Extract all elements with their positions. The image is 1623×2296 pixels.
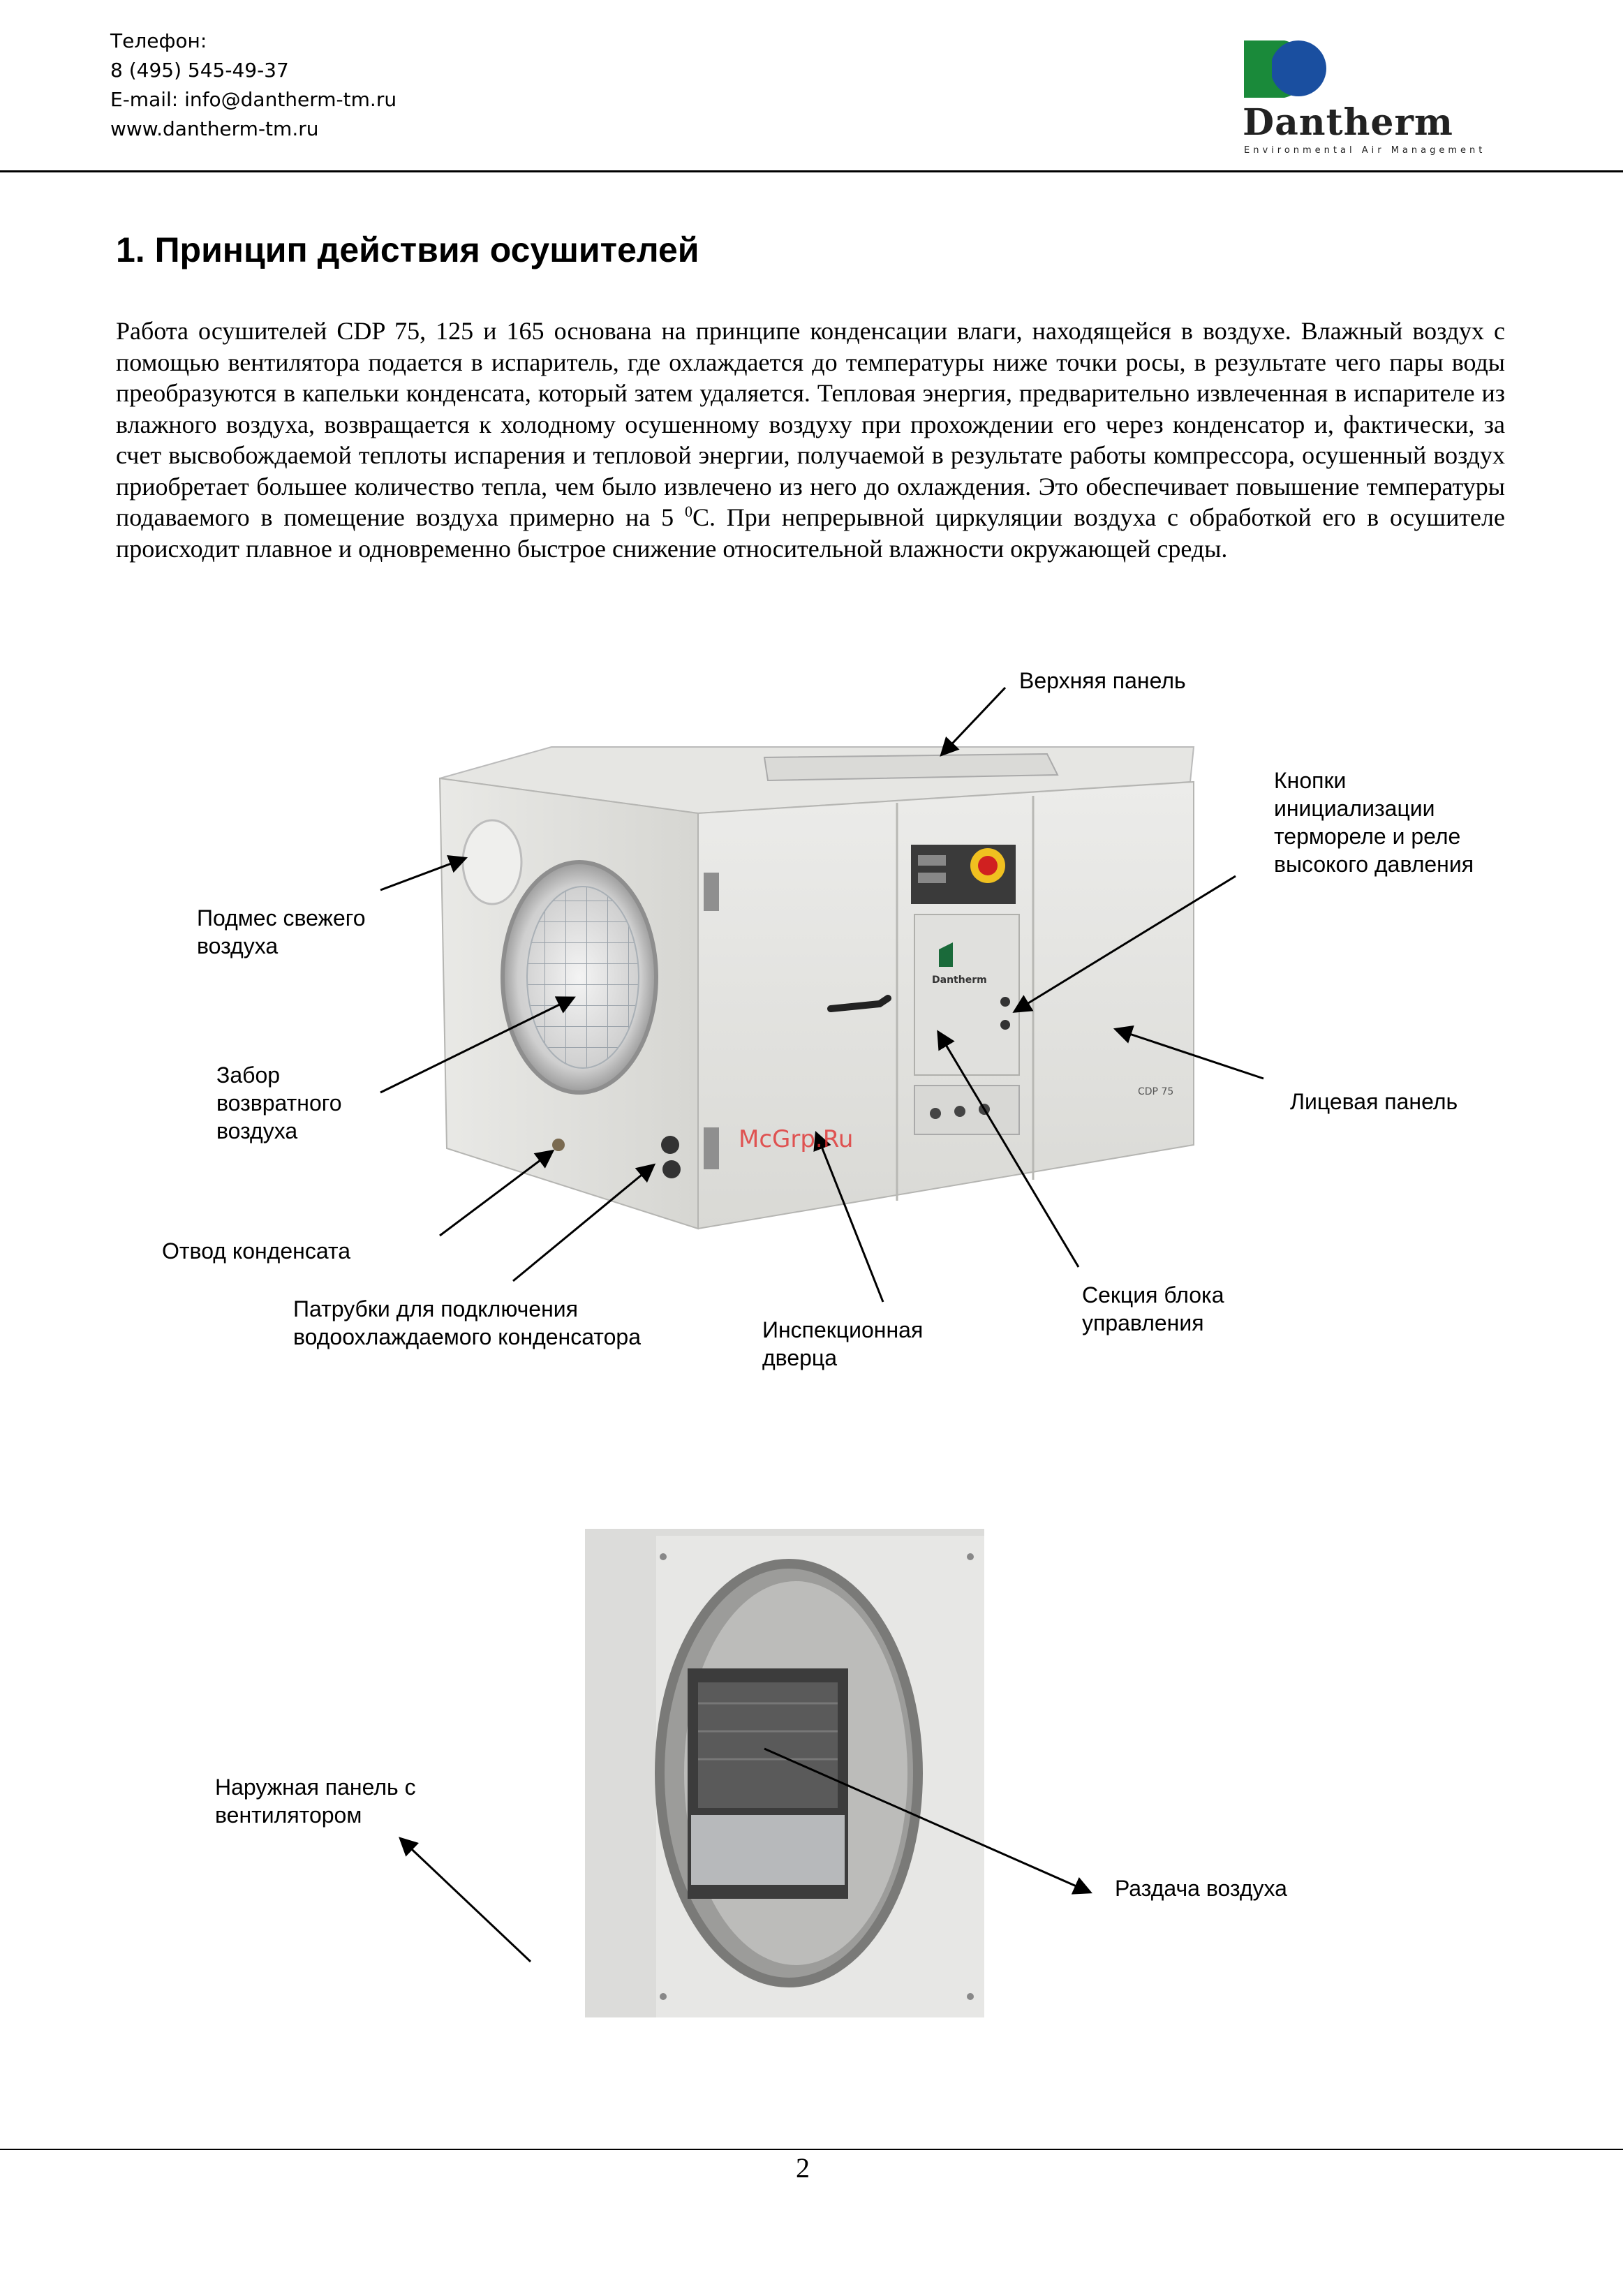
unit-model-label: CDP 75	[1138, 1086, 1174, 1097]
label-reset-buttons: Кнопки инициализации термореле и реле высокого давления	[1274, 768, 1474, 877]
paragraph-text-2: С. При непрерывной циркуляции воздуха с обработкой его в осушителе происходит плавное и одновременно быстрое снижение относительной влажности окружающей среды.	[116, 503, 1505, 563]
footer-rule	[0, 2149, 1623, 2150]
fresh-air-cap	[463, 820, 521, 904]
page-number: 2	[796, 2152, 810, 2184]
label-water-pipes: Патрубки для подключения водоохлаждаемого конденсатора	[293, 1296, 641, 1349]
water-pipe-stub	[661, 1136, 679, 1154]
logo-tagline: Environmental Air Management	[1244, 145, 1486, 156]
phone-number: 8 (495) 545-49-37	[110, 59, 289, 82]
label-condensate: Отвод конденсата	[162, 1238, 350, 1264]
website-text: www.dantherm-tm.ru	[110, 117, 319, 140]
email-text: E-mail: info@dantherm-tm.ru	[110, 88, 397, 111]
label-return-air: Забор возвратного воздуха	[216, 1062, 342, 1143]
label-top-panel: Верхняя панель	[1019, 668, 1186, 693]
condensate-outlet	[552, 1139, 565, 1151]
watermark: McGrp.Ru	[739, 1125, 854, 1153]
paragraph-superscript: 0	[684, 503, 692, 520]
section-heading: 1. Принцип действия осушителей	[116, 230, 699, 269]
label-air-outlet: Раздача воздуха	[1115, 1876, 1287, 1901]
label-control-section: Секция блока управления	[1082, 1282, 1224, 1335]
logo-wordmark: Dantherm	[1243, 101, 1453, 144]
label-front-panel: Лицевая панель	[1290, 1089, 1458, 1114]
label-inspection-door: Инспекционная дверца	[762, 1317, 924, 1370]
water-pipe-stub	[662, 1160, 681, 1178]
unit-brand-label: Dantherm	[932, 975, 987, 986]
label-outer-panel: Наружная панель с вентилятором	[215, 1775, 416, 1828]
paragraph-text-1: Работа осушителей CDP 75, 125 и 165 основана на принципе конденсации влаги, находящейся в воздухе. Влажный воздух с помощью вентилятора подается в испаритель, где охлаждается до температуры ниже точки росы, в результате чего пары воды преобразуются в капельки конденсата, который затем удаляется. Тепловая энергия, предварительно извлеченная в испарителе из влажного воздуха, возвращается к холодному осушенному воздуху при прохождении его через конденсатор и, фактически, за счет высвобождаемой теплоты испарения и тепловой энергии, получаемой в результате работы компрессора, осушенный воздух приобретает большее количество тепла, чем было извлечено из него до охлаждения. Это обеспечивает повышение температуры подаваемого в помещение воздуха примерно на 5	[116, 317, 1505, 531]
label-fresh-air: Подмес свежего воздуха	[197, 905, 366, 958]
figure-2-fan-panel-photo	[585, 1529, 984, 2017]
phone-label: Телефон:	[110, 29, 207, 52]
